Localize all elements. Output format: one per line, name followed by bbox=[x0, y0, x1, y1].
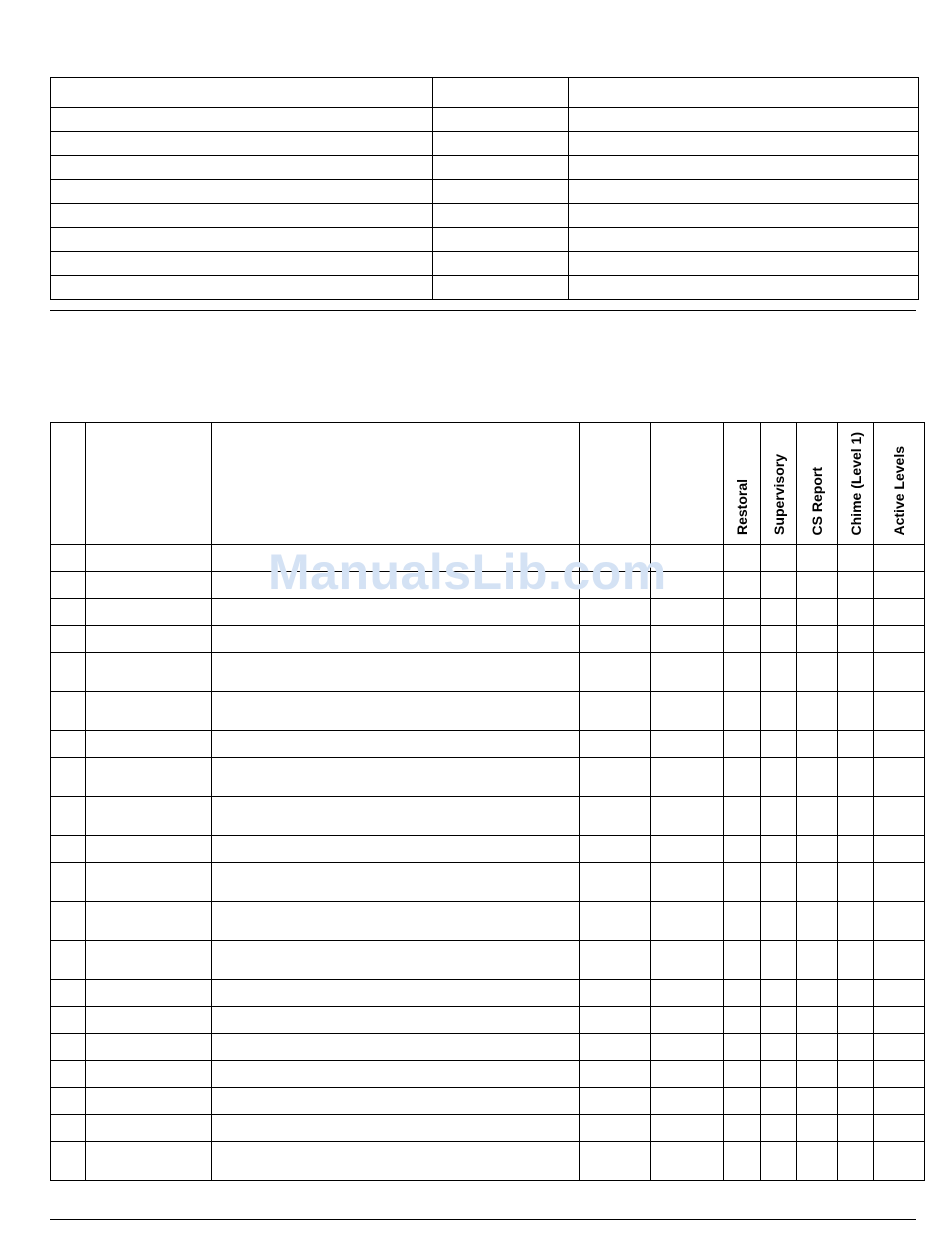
table-cell bbox=[761, 599, 797, 626]
table-row bbox=[51, 626, 925, 653]
table-cell bbox=[797, 626, 838, 653]
table-cell bbox=[580, 863, 651, 902]
table-cell bbox=[86, 1007, 212, 1034]
table-cell bbox=[874, 941, 925, 980]
table-cell bbox=[51, 545, 86, 572]
table-cell bbox=[797, 758, 838, 797]
table-cell bbox=[797, 731, 838, 758]
table-header-row bbox=[51, 78, 919, 108]
table-cell bbox=[580, 941, 651, 980]
table-cell bbox=[51, 758, 86, 797]
table-cell bbox=[724, 941, 761, 980]
table-row bbox=[51, 836, 925, 863]
table-cell bbox=[212, 758, 580, 797]
table-cell bbox=[212, 692, 580, 731]
table-cell bbox=[580, 1088, 651, 1115]
table-cell bbox=[797, 653, 838, 692]
table-cell bbox=[874, 653, 925, 692]
table-cell bbox=[51, 731, 86, 758]
table-cell bbox=[212, 572, 580, 599]
table-cell bbox=[580, 902, 651, 941]
table-cell bbox=[651, 599, 724, 626]
table-cell bbox=[761, 902, 797, 941]
horizontal-rule bbox=[50, 310, 916, 311]
table-cell bbox=[651, 980, 724, 1007]
table-cell bbox=[838, 941, 874, 980]
table-cell bbox=[797, 797, 838, 836]
table-cell bbox=[874, 1142, 925, 1181]
table-cell bbox=[838, 692, 874, 731]
table-cell bbox=[724, 1034, 761, 1061]
table-cell bbox=[651, 572, 724, 599]
table-cell bbox=[761, 1088, 797, 1115]
table-cell bbox=[838, 980, 874, 1007]
table-cell bbox=[86, 599, 212, 626]
table-cell bbox=[51, 980, 86, 1007]
column-header bbox=[651, 423, 724, 545]
table-cell bbox=[874, 545, 925, 572]
table-cell bbox=[212, 980, 580, 1007]
table-cell bbox=[86, 863, 212, 902]
table-cell bbox=[874, 758, 925, 797]
table-cell bbox=[797, 941, 838, 980]
table-cell bbox=[761, 1007, 797, 1034]
table-cell bbox=[86, 1061, 212, 1088]
cs-report-header-label: CS Report bbox=[809, 466, 825, 535]
table-row bbox=[51, 1115, 925, 1142]
table-cell bbox=[838, 572, 874, 599]
column-header-chime bbox=[838, 423, 874, 545]
table-row bbox=[51, 545, 925, 572]
table-cell bbox=[86, 1115, 212, 1142]
table-row bbox=[51, 731, 925, 758]
table-cell bbox=[724, 653, 761, 692]
table-cell bbox=[212, 653, 580, 692]
table-cell bbox=[51, 692, 86, 731]
table-cell bbox=[651, 545, 724, 572]
table-cell bbox=[797, 1115, 838, 1142]
table-cell bbox=[724, 599, 761, 626]
table-cell bbox=[761, 692, 797, 731]
table-row bbox=[51, 653, 925, 692]
table-cell bbox=[86, 1142, 212, 1181]
table-cell bbox=[51, 797, 86, 836]
table-cell bbox=[838, 731, 874, 758]
table-cell bbox=[724, 902, 761, 941]
table-cell bbox=[797, 1007, 838, 1034]
table-cell bbox=[580, 980, 651, 1007]
table-cell bbox=[838, 902, 874, 941]
table-cell bbox=[874, 1115, 925, 1142]
column-header-supervisory bbox=[761, 423, 797, 545]
table-cell bbox=[724, 731, 761, 758]
table-cell bbox=[838, 863, 874, 902]
table-cell bbox=[51, 653, 86, 692]
watermark: ManualsLib.com bbox=[268, 544, 667, 600]
table-cell bbox=[212, 626, 580, 653]
table-row bbox=[51, 204, 919, 228]
table-cell bbox=[797, 572, 838, 599]
table-cell bbox=[838, 653, 874, 692]
table-cell bbox=[838, 545, 874, 572]
table-cell bbox=[212, 731, 580, 758]
table-row bbox=[51, 1088, 925, 1115]
table-cell bbox=[838, 599, 874, 626]
table-cell bbox=[761, 980, 797, 1007]
table-cell bbox=[838, 1088, 874, 1115]
table-cell bbox=[580, 572, 651, 599]
table-cell bbox=[761, 836, 797, 863]
table-cell bbox=[874, 572, 925, 599]
table-cell bbox=[212, 1034, 580, 1061]
table-row bbox=[51, 863, 925, 902]
table-cell bbox=[724, 797, 761, 836]
table-cell bbox=[761, 941, 797, 980]
table-cell bbox=[797, 545, 838, 572]
table-cell bbox=[874, 1061, 925, 1088]
table-cell bbox=[51, 1007, 86, 1034]
table-cell bbox=[724, 758, 761, 797]
table-cell bbox=[838, 1115, 874, 1142]
table-cell bbox=[797, 980, 838, 1007]
chime-header-label: Chime (Level 1) bbox=[847, 431, 864, 535]
table-cell bbox=[761, 1061, 797, 1088]
table-row bbox=[51, 1034, 925, 1061]
restoral-header-label: Restoral bbox=[734, 478, 750, 535]
table-cell bbox=[86, 902, 212, 941]
table-cell bbox=[51, 626, 86, 653]
column-header-active-levels bbox=[874, 423, 925, 545]
table-cell bbox=[51, 836, 86, 863]
table-cell bbox=[580, 545, 651, 572]
table-cell bbox=[651, 626, 724, 653]
table-cell bbox=[651, 836, 724, 863]
table-cell bbox=[724, 1007, 761, 1034]
top-blank-table bbox=[50, 77, 919, 300]
table-cell bbox=[761, 653, 797, 692]
table-cell bbox=[797, 599, 838, 626]
supervisory-header-label: Supervisory bbox=[770, 454, 787, 535]
column-header-cs-report bbox=[797, 423, 838, 545]
table-row bbox=[51, 599, 925, 626]
table-cell bbox=[724, 1115, 761, 1142]
table-cell bbox=[580, 692, 651, 731]
table-cell bbox=[874, 863, 925, 902]
table-row bbox=[51, 252, 919, 276]
table-row bbox=[51, 941, 925, 980]
table-cell bbox=[797, 692, 838, 731]
table-cell bbox=[212, 941, 580, 980]
table-cell bbox=[838, 797, 874, 836]
table-cell bbox=[86, 941, 212, 980]
table-cell bbox=[874, 980, 925, 1007]
table-cell bbox=[651, 1007, 724, 1034]
table-cell bbox=[838, 626, 874, 653]
table-row bbox=[51, 108, 919, 132]
table-row bbox=[51, 228, 919, 252]
table-cell bbox=[580, 1007, 651, 1034]
table-cell bbox=[761, 731, 797, 758]
table-cell bbox=[86, 1088, 212, 1115]
table-cell bbox=[580, 1142, 651, 1181]
table-row bbox=[51, 692, 925, 731]
table-cell bbox=[651, 902, 724, 941]
horizontal-rule bbox=[50, 1219, 916, 1220]
table-cell bbox=[51, 1088, 86, 1115]
table-cell bbox=[874, 692, 925, 731]
table-cell bbox=[761, 758, 797, 797]
table-cell bbox=[724, 1088, 761, 1115]
table-cell bbox=[761, 545, 797, 572]
table-cell bbox=[580, 1034, 651, 1061]
column-header bbox=[580, 423, 651, 545]
table-cell bbox=[86, 758, 212, 797]
table-cell bbox=[580, 626, 651, 653]
table-cell bbox=[724, 1061, 761, 1088]
table-cell bbox=[651, 941, 724, 980]
table-cell bbox=[761, 1034, 797, 1061]
table-cell bbox=[838, 1142, 874, 1181]
table-cell bbox=[651, 863, 724, 902]
table-cell bbox=[797, 1061, 838, 1088]
table-cell bbox=[761, 1115, 797, 1142]
table-cell bbox=[874, 836, 925, 863]
table-row bbox=[51, 758, 925, 797]
table-cell bbox=[580, 653, 651, 692]
table-cell bbox=[580, 797, 651, 836]
table-cell bbox=[761, 1142, 797, 1181]
table-cell bbox=[761, 626, 797, 653]
table-cell bbox=[86, 980, 212, 1007]
table-cell bbox=[724, 626, 761, 653]
table-cell bbox=[838, 836, 874, 863]
table-cell bbox=[86, 653, 212, 692]
table-row bbox=[51, 1061, 925, 1088]
table-cell bbox=[874, 599, 925, 626]
table-cell bbox=[874, 1034, 925, 1061]
table-cell bbox=[212, 863, 580, 902]
table-cell bbox=[212, 1088, 580, 1115]
table-cell bbox=[724, 836, 761, 863]
table-cell bbox=[797, 1088, 838, 1115]
table-cell bbox=[212, 1142, 580, 1181]
table-cell bbox=[651, 731, 724, 758]
zone-programming-table bbox=[50, 422, 925, 1181]
table-cell bbox=[874, 1088, 925, 1115]
table-row bbox=[51, 797, 925, 836]
table-cell bbox=[838, 1061, 874, 1088]
table-row bbox=[51, 980, 925, 1007]
table-cell bbox=[580, 836, 651, 863]
table-cell bbox=[724, 1142, 761, 1181]
table-cell bbox=[51, 572, 86, 599]
table-row bbox=[51, 572, 925, 599]
table-cell bbox=[86, 797, 212, 836]
table-cell bbox=[86, 1034, 212, 1061]
table-cell bbox=[86, 836, 212, 863]
table-cell bbox=[651, 1034, 724, 1061]
table-cell bbox=[761, 572, 797, 599]
table-cell bbox=[761, 863, 797, 902]
table-row bbox=[51, 276, 919, 300]
table-cell bbox=[212, 545, 580, 572]
table-cell bbox=[651, 758, 724, 797]
table-cell bbox=[212, 902, 580, 941]
table-cell bbox=[86, 692, 212, 731]
table-cell bbox=[761, 797, 797, 836]
table-cell bbox=[724, 572, 761, 599]
table-cell bbox=[212, 1115, 580, 1142]
table-row bbox=[51, 902, 925, 941]
active-levels-header-label: Active Levels bbox=[891, 445, 907, 535]
table-cell bbox=[651, 1088, 724, 1115]
table-cell bbox=[51, 1034, 86, 1061]
table-cell bbox=[580, 731, 651, 758]
table-cell bbox=[838, 758, 874, 797]
table-cell bbox=[51, 902, 86, 941]
table-cell bbox=[874, 626, 925, 653]
table-cell bbox=[874, 1007, 925, 1034]
table-cell bbox=[212, 797, 580, 836]
table-cell bbox=[651, 653, 724, 692]
table-cell bbox=[51, 599, 86, 626]
column-header bbox=[212, 423, 580, 545]
zone-table-body bbox=[51, 545, 925, 1181]
table-cell bbox=[797, 1142, 838, 1181]
table-cell bbox=[651, 1115, 724, 1142]
table-cell bbox=[838, 1007, 874, 1034]
column-header-restoral bbox=[724, 423, 761, 545]
table-cell bbox=[86, 731, 212, 758]
table-cell bbox=[724, 692, 761, 731]
table-row bbox=[51, 180, 919, 204]
table-row bbox=[51, 156, 919, 180]
table-cell bbox=[51, 1115, 86, 1142]
table-cell bbox=[212, 1061, 580, 1088]
table-cell bbox=[724, 863, 761, 902]
table-cell bbox=[580, 758, 651, 797]
table-cell bbox=[724, 545, 761, 572]
table-cell bbox=[797, 1034, 838, 1061]
table-row bbox=[51, 1142, 925, 1181]
column-header bbox=[51, 423, 86, 545]
table-cell bbox=[651, 692, 724, 731]
table-header-row bbox=[51, 423, 925, 545]
table-cell bbox=[797, 902, 838, 941]
table-cell bbox=[580, 1061, 651, 1088]
table-cell bbox=[874, 731, 925, 758]
table-cell bbox=[86, 545, 212, 572]
table-cell bbox=[797, 836, 838, 863]
column-header bbox=[86, 423, 212, 545]
table-cell bbox=[86, 626, 212, 653]
table-cell bbox=[580, 1115, 651, 1142]
table-cell bbox=[212, 836, 580, 863]
table-row bbox=[51, 1007, 925, 1034]
table-row bbox=[51, 132, 919, 156]
table-cell bbox=[212, 1007, 580, 1034]
table-cell bbox=[797, 863, 838, 902]
table-cell bbox=[212, 599, 580, 626]
table-cell bbox=[580, 599, 651, 626]
table-cell bbox=[51, 1061, 86, 1088]
table-cell bbox=[651, 797, 724, 836]
table-cell bbox=[51, 941, 86, 980]
table-cell bbox=[86, 572, 212, 599]
table-cell bbox=[874, 902, 925, 941]
table-cell bbox=[874, 797, 925, 836]
table-cell bbox=[51, 863, 86, 902]
table-cell bbox=[651, 1142, 724, 1181]
table-cell bbox=[724, 980, 761, 1007]
table-cell bbox=[51, 1142, 86, 1181]
table-cell bbox=[651, 1061, 724, 1088]
table-cell bbox=[838, 1034, 874, 1061]
